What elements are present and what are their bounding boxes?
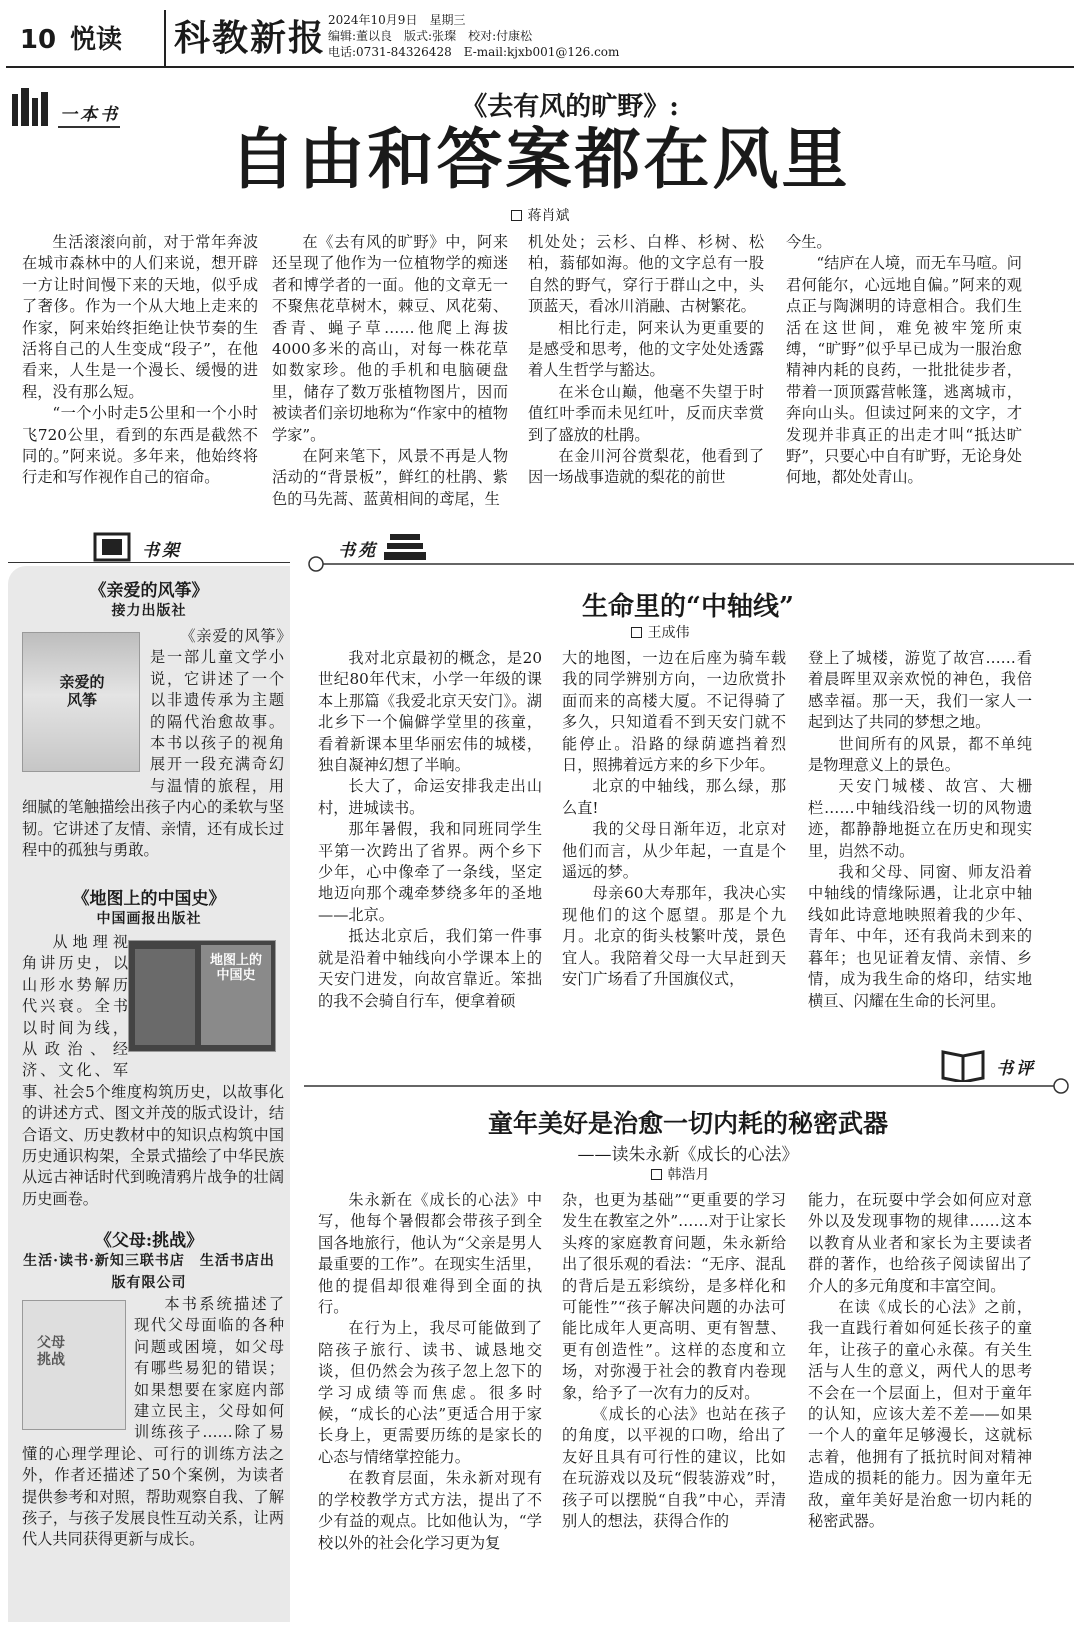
paragraph: 那年暑假，我和同班同学生平第一次跨出了省界。两个乡下少年，心中像牵了一条线，坚定地迈向那个魂牵梦绕多年的圣地——北京。 <box>318 820 542 924</box>
page-header <box>6 10 1074 66</box>
shelf-rule <box>8 562 290 563</box>
paragraph <box>22 1294 284 1551</box>
paragraph: 《成长的心法》也站在孩子的角度，以平视的口吻，给出了友好且具有可行性的建议，比如在玩游戏以及玩“假装游戏”时，孩子可以摆脱“自我”中心，弄清别人的想法，获得合作的 <box>562 1405 786 1531</box>
essay-rule <box>304 552 1074 576</box>
feature-byline <box>420 205 660 225</box>
review-author: 韩浩月 <box>667 1167 710 1183</box>
book-stack-icon <box>10 86 56 126</box>
review-rule <box>304 1074 1074 1098</box>
review-col-2 <box>562 1190 786 1533</box>
paragraph: 在读《成长的心法》之前，我一直践行着如何延长孩子的童年，让孩子的童心永葆。有关生活与人生的意义，两代人的思考不会在一个层面上，但对于童年的认知，应该大差不差——如果一个人的童年足够漫长，这就标志着，他拥有了抵抗时间对精神造成的损耗的能力。因为童年无敌，童年美好是治愈一切内耗的秘密武器。 <box>808 1298 1032 1531</box>
book-3-publisher: 生活·读书·新知三联书店 生活书店出版有限公司 <box>23 1253 275 1291</box>
paragraph: 天安门城楼、故宫、大栅栏……中轴线沿线一切的风物遗迹，都静静地挺立在历史和现实里，岿然不动。 <box>808 777 1032 860</box>
book-2-cover-title: 地图上的中国史 <box>209 953 262 983</box>
paragraph: 能力，在玩耍中学会如何应对意外以及发现事物的规律……这本以教育从业者和家长为主要读者群的著作，也给孩子阅读留出了介人的多元角度和丰富空间。 <box>808 1191 1032 1295</box>
shelf-tag <box>92 530 222 564</box>
paragraph: 北京的中轴线，那么绿，那么直! <box>562 777 786 817</box>
book-3-desc <box>22 1294 284 1551</box>
book-2-desc-text: 从地理视角讲历史，以山形水势解历代兴衰。全书以时间为线，从政治、经济、文化、军事、社会5个维度构筑历史，以故事化的讲述方式、图文并茂的版式设计，结合语文、历史教材中的知识点构筑中国历史通识构架，全景式描绘了中华民族从远古神话时代到晚清鸦片战争的壮阔历史画卷。 <box>22 933 284 1208</box>
review-col-3 <box>808 1190 1032 1533</box>
feature-col-1 <box>22 232 258 489</box>
cover-float-spacer <box>22 1294 134 1438</box>
feature-col-4 <box>786 232 1022 489</box>
paragraph: 在教育层面，朱永新对现有的学校教学方式方法，提出了不少有益的观点。比如他认为，“学校以外的社会化学习更为复 <box>318 1469 542 1552</box>
tag-underline <box>58 126 120 128</box>
paragraph: 杂，也更为基础”“更重要的学习发生在教室之外”……对于让家长头疼的家庭教育问题，朱永新给出了很乐观的看法：“无序、混乱的背后是五彩缤纷，是多样化和可能性”“孩子解决问题的办法可能比成年人更高明、更有智慧、更有创造性”。这样的态度和立场，对弥漫于社会的教育内卷现象，给予了一次有力的反对。 <box>562 1191 786 1402</box>
book-1-desc <box>22 626 284 861</box>
review-subtitle: ——读朱永新《成长的心法》 <box>577 1145 799 1165</box>
book-3-title: 《父母:挑战》 <box>94 1231 204 1251</box>
review-title: 童年美好是治愈一切内耗的秘密武器 <box>487 1109 888 1138</box>
feature-author: 蒋肖斌 <box>527 208 570 224</box>
cover-float-spacer <box>22 626 150 776</box>
review-byline <box>580 1164 780 1184</box>
feature-kicker: 《去有风的旷野》: <box>461 92 679 122</box>
feature-tag <box>10 86 120 130</box>
paragraph: 长大了，命运安排我走出山村，进城读书。 <box>318 777 542 817</box>
book-1-title: 《亲爱的风筝》 <box>89 581 209 601</box>
paragraph: 在《去有风的旷野》中，阿来还呈现了他作为一位植物学的痴迷者和博学者的一面。他的文章无一不聚焦花草树木，棘豆、风花菊、香青、蝇子草……他爬上海拔4000多米的高山，对每一株花草如数家珍。他的手机和电脑硬盘里，储存了数万张植物图片，因而被读者们亲切地称为“作家中的植物学家”。 <box>272 233 508 444</box>
essay-byline <box>560 622 760 642</box>
page-number: 10 <box>19 25 57 55</box>
cover-float-spacer <box>128 932 284 1062</box>
paragraph: 我对北京最初的概念，是20世纪80年代末，小学一年级的课本上那篇《我爱北京天安门》。湖北乡下一个偏僻学堂里的孩童，看着新课本里华丽宏伟的城楼，独自凝神幻想了半晌。 <box>318 649 542 775</box>
feature-col-2 <box>272 232 508 510</box>
book-1-desc-text: 《亲爱的风筝》是一部儿童文学小说，它讲述了一个以非遗传承为主题的隔代治愈故事。本书以孩子的视角展开一段充满奇幻与温情的旅程，用细腻的笔触描绘出孩子内心的柔软与坚韧。它讲述了友情、亲情，还有成长过程中的孤独与勇敢。 <box>22 627 284 860</box>
essay-col-1 <box>318 648 542 1012</box>
paragraph: 我和父母、同窗、师友沿着中轴线的情缘际遇，让北京中轴线如此诗意地映照着我的少年、青年、中年，还有我尚未到来的暮年；也见证着友情、亲情、乡情，成为我生命的烙印，结实地横亘、闪耀在生命的长河里。 <box>808 863 1032 1010</box>
essay-title: 生命里的“中轴线” <box>582 592 794 622</box>
byline-square-icon <box>511 210 522 221</box>
book-1-publisher: 接力出版社 <box>111 603 187 619</box>
byline-square-icon <box>651 1169 662 1180</box>
paragraph: 相比行走，阿来认为更重要的是感受和思考，他的文字处处透露着人生哲学与豁达。 <box>528 318 764 380</box>
paragraph: 今生。 <box>786 233 832 251</box>
review-tag-label: 书评 <box>996 1059 1036 1079</box>
essay-tag-label: 书苑 <box>338 541 378 561</box>
paragraph: 母亲60大寿那年，我决心实现他们的这个愿望。那是个九月。北京的街头枝繁叶茂，景色宜人。我陪着父母一大早赶到天安门广场看了升国旗仪式， <box>562 884 786 989</box>
paragraph: 世间所有的风景，都不单纯是物理意义上的景色。 <box>808 734 1032 775</box>
open-book-icon <box>92 530 132 564</box>
paragraph: 登上了城楼，游览了故宫……看着晨晖里双亲欢悦的神色，我倍感幸福。那一天，我们一家人一起到达了共同的梦想之地。 <box>808 649 1032 732</box>
feature-col-3 <box>528 232 764 489</box>
book-2-desc <box>22 932 284 1210</box>
paragraph: 在阿来笔下，风景不再是人物活动的“背景板”，鲜红的杜鹃、紫色的马先蒿、蓝黄相间的鸢尾，生 <box>272 447 508 508</box>
paragraph: 在金川河谷赏梨花，他看到了因一场战事造就的梨花的前世 <box>528 447 764 487</box>
header-rule <box>6 66 1074 68</box>
paragraph: “一个小时走5公里和一个小时飞720公里，看到的东西是截然不同的。”阿来说。多年来，他始终将行走和写作视作自己的宿命。 <box>22 404 258 487</box>
paragraph: “结庐在人境，而无车马喧。问君何能尔，心远地自偏。”阿来的观点正与陶渊明的诗意相合。我们生活在这世间，难免被牢笼所束缚，“旷野”似乎早已成为一服治愈精神内耗的良药，一批批徒步者，带着一顶顶露营帐篷，逃离城市，奔向山头。但读过阿来的文字，才发现并非真正的出走才叫“抵达旷野”，只要心中自有旷野，无论身处何地，都处处青山。 <box>786 254 1022 487</box>
book-1-cover-title: 亲爱的风筝 <box>59 673 105 709</box>
section-name: 悦读 <box>70 25 123 55</box>
contact-line: 电话:0731-84326428 E-mail:kjxb001@126.com <box>328 45 620 59</box>
paragraph: 抵达北京后，我们第一件事就是沿着中轴线向小学课本上的天安门进发，向故宫靠近。笨拙的我不会骑自行车，便拿着硕 <box>318 927 542 1010</box>
paragraph: 在行为上，我尽可能做到了陪孩子旅行、读书、诚恳地交谈，但仍然会为孩子忽上忽下的学习成绩等而焦虑。很多时候，“成长的心法”更适合用于家长身上，更需要历练的是家长的心态与情绪掌控能力。 <box>318 1319 542 1466</box>
shelf-tag-label: 书架 <box>142 541 182 561</box>
book-2-title: 《地图上的中国史》 <box>72 889 226 909</box>
date-line: 2024年10月9日 星期三 <box>328 13 466 27</box>
book-3-cover-title: 父母挑战 <box>37 1335 65 1368</box>
essay-author: 王成伟 <box>647 625 690 641</box>
paragraph: 在米仓山巅，他毫不失望于时值红叶季而未见红叶，反而庆幸赏到了盛放的杜鹃。 <box>528 382 764 444</box>
paragraph <box>22 932 284 1210</box>
byline-square-icon <box>631 627 642 638</box>
feature-headline: 自由和答案都在风里 <box>229 121 851 198</box>
book-3-desc-text: 本书系统描述了现代父母面临的各种问题或困境，如父母有哪些易犯的错误；如果想要在家庭内部建立民主，父母如何训练孩子……除了易懂的心理学理论、可行的训练方法之外，作者还描述了50个案例，为读者提供参考和对照，帮助观察自我、了解孩子，与孩子发展良性互动关系，让两代人共同获得更新与成长。 <box>22 1295 284 1549</box>
masthead: 科教新报 <box>164 10 326 66</box>
review-col-1 <box>318 1190 542 1554</box>
editors-line: 编辑:董以良 版式:张璨 校对:付康松 <box>328 29 533 43</box>
book-2-publisher: 中国画报出版社 <box>96 911 202 927</box>
paragraph <box>22 626 284 861</box>
header-meta <box>328 12 619 60</box>
essay-col-3 <box>808 648 1032 1012</box>
paragraph: 大的地图，一边在后座为骑车载我的同学辨别方向，一边欣赏扑面而来的高楼大厦。不记得骑了多久，只知道看不到天安门就不能停止。沿路的绿荫遮挡着烈日，照拂着远方来的乡下少年。 <box>562 649 786 775</box>
paragraph: 生活滚滚向前，对于常年奔波在城市森林中的人们来说，想开辟一方让时间慢下来的天地，似乎成了奢侈。作为一个从大地上走来的作家，阿来始终拒绝让快节奏的生活将自己的人生变成“段子”，在他看来，人生是一个漫长、缓慢的进程，没有那么短。 <box>22 233 258 401</box>
paragraph: 机处处；云杉、白桦、杉树、松柏，蓊郁如海。他的文字总有一股自然的野气，穿行于群山之中，头顶蓝天，看冰川消融、古树繁花。 <box>528 233 764 316</box>
feature-tag-label: 一本书 <box>60 105 120 125</box>
paragraph: 我的父母日渐年迈，北京对他们而言，从少年起，一直是个遥远的梦。 <box>562 820 786 882</box>
essay-col-2 <box>562 648 786 991</box>
paragraph: 朱永新在《成长的心法》中写，他每个暑假都会带孩子到全国各地旅行，他认为“父亲是男人最重要的工作”。在现实生活里，他的提倡却很难得到全面的执行。 <box>318 1191 542 1317</box>
